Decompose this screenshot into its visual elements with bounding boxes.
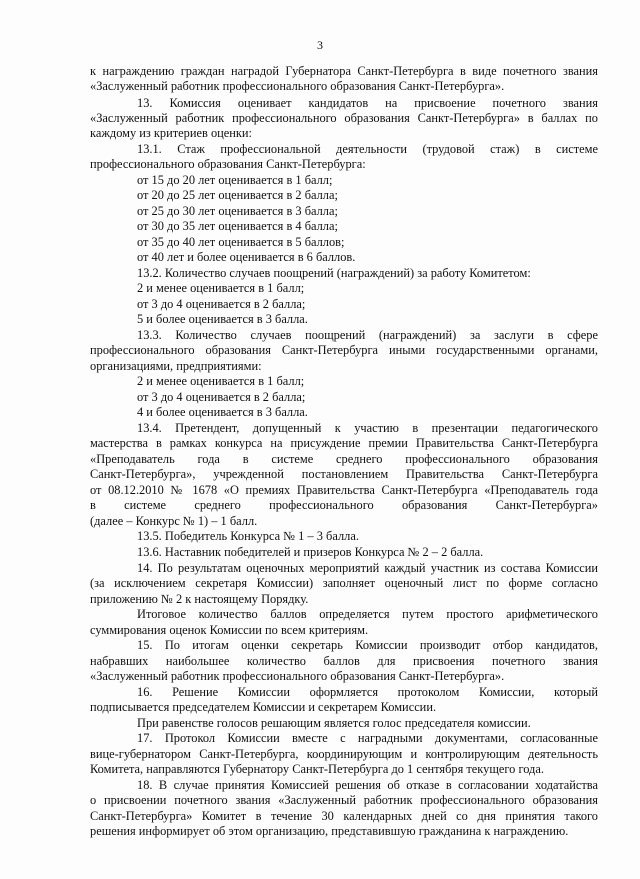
page-number: 3 [317,38,323,52]
text-line: вице-губернатором Санкт-Петербурга, координирующим и контролирующим деятельность [90,747,598,761]
text-line: 13. Комиссия оценивает кандидатов на присвоение почетного звания [137,96,598,110]
text-line: 18. В случае принятия Комиссией решения об отказе в согласовании ходатайства [137,778,598,792]
text-line: 5 и более оценивается в 3 балла. [137,312,308,326]
text-line: «Преподаватель года в системе среднего профессионального образования [90,452,598,466]
text-line: «Заслуженный работник профессионального образования Санкт-Петербурга» в баллах по [90,111,598,125]
text-line: от 35 до 40 лет оценивается в 5 баллов; [137,235,345,249]
text-line: «Заслуженный работник профессионального образования Санкт-Петербурга». [90,79,505,93]
text-line: суммирования оценок Комиссии по всем критериям. [90,623,369,637]
text-line: 4 и более оценивается в 3 балла. [137,405,308,419]
text-line: 16. Решение Комиссии оформляется протоколом Комиссии, который [137,685,598,699]
text-line: о присвоении почетного звания «Заслуженный работник профессионального образования [90,793,598,807]
text-line: подписывается председателем Комиссии и секретарем Комиссии. [90,700,437,714]
text-line: 13.4. Претендент, допущенный к участию в презентации педагогического [137,421,598,435]
text-line: от 08.12.2010 № 1678 «О премиях Правительства Санкт-Петербурга «Преподаватель года [90,483,598,497]
text-line: 13.3. Количество случаев поощрений (награждений) за заслуги в сфере [137,328,598,342]
text-line: 13.5. Победитель Конкурса № 1 – 3 балла. [137,529,359,543]
text-line: Санкт-Петербурга» Комитет в течение 30 календарных дней со дня принятия такого [90,809,598,823]
text-line: приложению № 2 к настоящему Порядку. [90,592,309,606]
text-line: набравших наибольшее количество баллов для присвоения почетного звания [90,654,598,668]
text-line: «Заслуженный работник профессионального образования Санкт-Петербурга». [90,669,505,683]
text-line: от 3 до 4 оценивается в 2 балла; [137,390,306,404]
text-line: профессионального образования Санкт-Петербурга: [90,157,366,171]
text-line: от 20 до 25 лет оценивается в 2 балла; [137,188,338,202]
text-line: профессионального образования Санкт-Петербурга иными государственными органами, [90,343,598,357]
text-line: от 25 до 30 лет оценивается в 3 балла; [137,204,338,218]
text-line: (за исключением секретаря Комиссии) заполняет оценочный лист по форме согласно [90,576,598,590]
text-line: 13.1. Стаж профессиональной деятельности (трудовой стаж) в системе [137,142,598,156]
text-line: (далее – Конкурс № 1) – 1 балл. [90,514,258,528]
text-line: от 40 лет и более оценивается в 6 баллов. [137,250,356,264]
text-line: 2 и менее оценивается в 1 балл; [137,374,305,388]
text-line: 13.6. Наставник победителей и призеров Конкурса № 2 – 2 балла. [137,545,484,559]
text-line: 15. По итогам оценки секретарь Комиссии производит отбор кандидатов, [137,638,598,652]
text-line: к награждению граждан наградой Губернатора Санкт-Петербурга в виде почетного звания [90,64,598,78]
text-line: от 3 до 4 оценивается в 2 балла; [137,297,306,311]
text-line: 14. По результатам оценочных мероприятий каждый участник из состава Комиссии [137,561,598,575]
text-line: решения информирует об этом организацию, представившую гражданина к награждению. [90,824,569,838]
text-line: Итоговое количество баллов определяется путем простого арифметического [137,607,598,621]
text-line: организациями, предприятиями: [90,359,262,373]
text-line: от 15 до 20 лет оценивается в 1 балл; [137,173,333,187]
text-line: мастерства в рамках конкурса на присуждение премии Правительства Санкт-Петербурга [90,436,598,450]
text-line: 13.2. Количество случаев поощрений (награждений) за работу Комитетом: [137,266,531,280]
text-line: в системе среднего профессионального образования Санкт-Петербурга» [90,498,598,512]
text-line: 17. Протокол Комиссии вместе с наградными документами, согласованные [137,731,598,745]
text-line: Санкт-Петербурга», учрежденной постановлением Правительства Санкт-Петербурга [90,467,598,481]
text-line: Комитета, направляются Губернатору Санкт-Петербурга до 1 сентября текущего года. [90,762,544,776]
text-line: 2 и менее оценивается в 1 балл; [137,281,305,295]
text-line: При равенстве голосов решающим является голос председателя комиссии. [137,716,531,730]
text-line: каждому из критериев оценки: [90,126,252,140]
text-line: от 30 до 35 лет оценивается в 4 балла; [137,219,338,233]
